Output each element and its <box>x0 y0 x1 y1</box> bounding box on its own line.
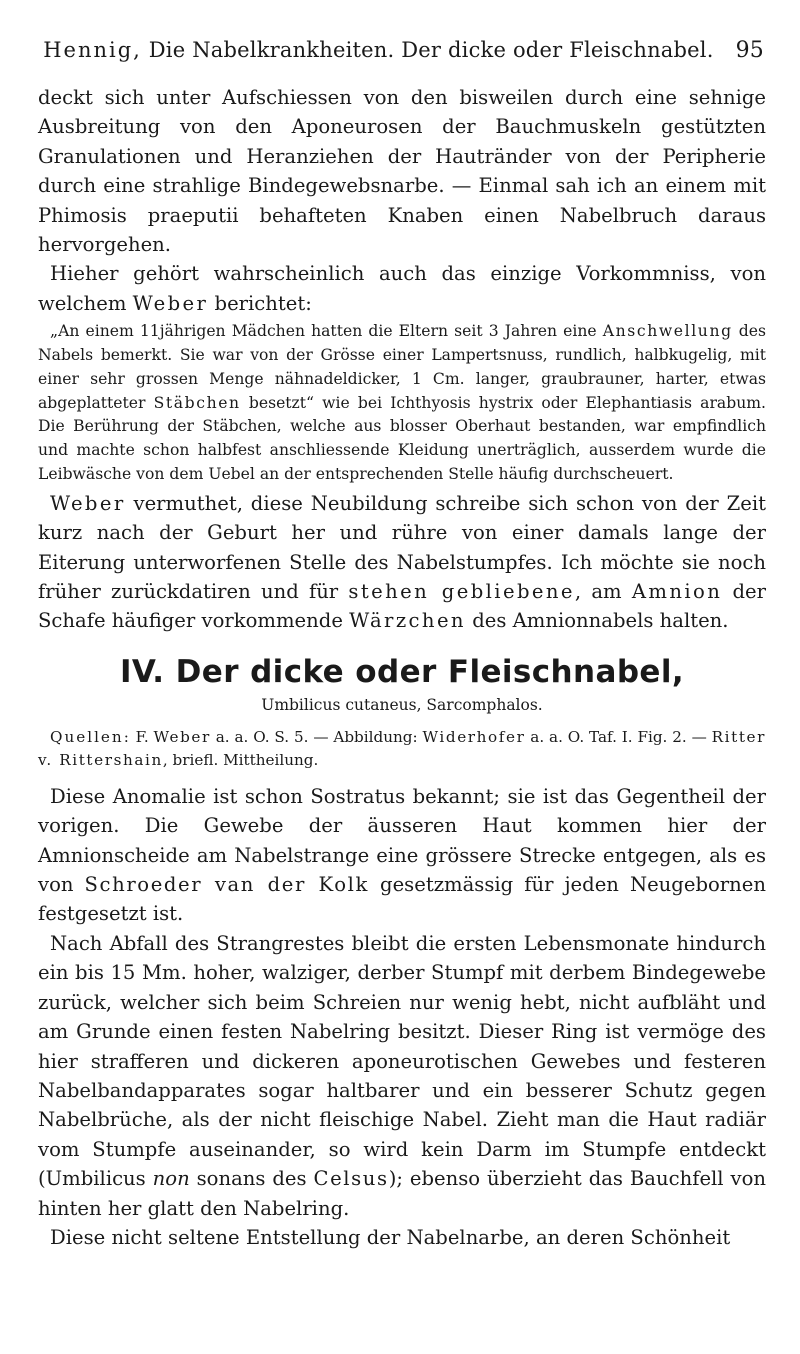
running-head-author: Hennig, <box>43 38 142 62</box>
term-amnion: Amnion <box>631 580 723 604</box>
paragraph-2 <box>38 259 766 318</box>
term-non: non <box>152 1167 190 1191</box>
paragraph-2-pre: Hieher gehört wahrscheinlich auch das einzige Vorkommniss, von welchem <box>38 262 766 315</box>
quote-part-c: des Nabels bemerkt. Sie war von der Grösse einer Lampertsnuss, rundlich, halbkugelig, mit einer sehr grossen Menge nähnadeldicker, 1 Cm. langer, graubrauner, harter, etwas abgeplatteter <box>38 322 766 412</box>
author-celsus: Celsus <box>313 1167 389 1191</box>
page-number: 95 <box>735 38 764 63</box>
paragraph-5 <box>38 929 766 1223</box>
author-schroeder-van-der-kolk: Schroeder van der Kolk <box>84 873 369 897</box>
term-waerzchen: Wärzchen <box>349 609 466 633</box>
paragraph-6: Diese nicht seltene Entstellung der Nabelnarbe, an deren Schönheit <box>50 1225 731 1249</box>
paragraph-4-part-c: gesetzmässig für jeden Neugebornen festgesetzt ist. <box>38 873 766 926</box>
quote-term-staebchen: Stäbchen <box>153 393 241 412</box>
section-title: IV. Der dicke oder Fleischnabel, <box>119 653 685 690</box>
running-head <box>38 38 766 63</box>
running-head-text <box>43 38 713 62</box>
running-head-title: Die Nabelkrankheiten. Der dicke oder Fleischnabel. <box>141 38 714 62</box>
paragraph-5-part-e: ); ebenso überzieht das Bauchfell von hinten her glatt den Nabelring. <box>38 1167 766 1220</box>
quote-part-a: „An einem 11jährigen Mädchen hatten die Eltern seit 3 Jahren eine <box>50 322 603 341</box>
book-page <box>38 38 766 1252</box>
sources-widerhofer: Widerhofer <box>422 727 526 746</box>
sources-rittershain: Ritter v. Rittershain <box>38 727 766 769</box>
sources-part-a: F. <box>130 727 154 746</box>
paragraph-2-post: berichtet: <box>208 291 312 315</box>
block-quote <box>38 320 766 487</box>
paragraph-4-part-a: Diese Anomalie ist schon Sostratus bekannt; sie ist das Gegentheil der vorigen. Die Gewebe der äusseren Haut kommen hier der Amnionscheide am Nabelstrange eine grössere Strecke entgegen, als es von <box>38 784 766 897</box>
paragraph-4 <box>38 782 766 929</box>
author-name-weber: Weber <box>132 291 209 315</box>
paragraph-3-part-g: des Amnionnabels halten. <box>465 609 729 633</box>
sources-label: Quellen: <box>50 727 131 746</box>
paragraph-3-part-a: vermuthet, diese Neubildung schreibe sich schon von der Zeit kurz nach der Geburt her und rühre von einer damals lange der Eiterung unterworfenen Stelle des Nabelstumpfes. Ich möchte sie noch früher zurückdatiren und für <box>38 491 766 604</box>
paragraph-3-part-c: , am <box>574 580 632 604</box>
sources-part-c: a. a. O. S. 5. — Abbildung: <box>210 727 423 746</box>
term-stehen-gebliebene: stehen gebliebene <box>348 580 575 604</box>
section-subtitle: Umbilicus cutaneus, Sarcomphalos. <box>261 695 543 714</box>
paragraph-5-part-a: Nach Abfall des Strangrestes bleibt die ersten Lebensmonate hindurch ein bis 15 Mm. hoher, walziger, derber Stumpf mit derbem Bindegewebe zurück, welcher sich beim Schreien nur wenig hebt, nicht aufbläht und am Grunde einen festen Nabelring besitzt. Dieser Ring ist vermöge des hier strafferen und dickeren aponeurotischen Gewebes und festeren Nabelbandapparates sogar haltbarer und ein besserer Schutz gegen Nabelbrüche, als der nicht fleischige Nabel. Zieht man die Haut radiär vom Stumpfe auseinander, so wird kein Darm im Stumpfe entdeckt (Umbilicus <box>38 931 766 1191</box>
sources-part-e: a. a. O. Taf. I. Fig. 2. — <box>525 727 712 746</box>
paragraph-5-part-c: sonans des <box>189 1167 314 1191</box>
paragraph-3 <box>38 489 766 636</box>
quote-part-e: besetzt“ wie bei Ichthyosis hystrix oder Elephantiasis arabum. Die Berührung der Stäbchen, welche aus blosser Oberhaut bestanden, war empfindlich und machte schon halbfest anschliessende Kleidung unerträglich, ausserdem wurde die Leibwäsche von dem Uebel an der entsprechenden Stelle häufig durchscheuert. <box>38 393 766 484</box>
paragraph-3-part-e: der Schafe häufiger vorkommende <box>38 580 766 633</box>
author-name-weber-2: Weber <box>50 491 126 515</box>
sources-part-g: , briefl. Mittheilung. <box>162 750 319 769</box>
paragraph-1: deckt sich unter Aufschiessen von den bisweilen durch eine sehnige Ausbreitung von den Aponeurosen der Bauchmuskeln gestützten Granulationen und Heranziehen der Hautränder von der Peripherie durch eine strahlige Bindegewebsnarbe. — Einmal sah ich an einem mit Phimosis praeputii behafteten Knaben einen Nabelbruch daraus hervorgehen. <box>38 86 766 257</box>
sources-weber: Weber <box>153 727 211 746</box>
sources-line <box>38 726 766 772</box>
quote-term-anschwellung: Anschwellung <box>602 322 733 341</box>
